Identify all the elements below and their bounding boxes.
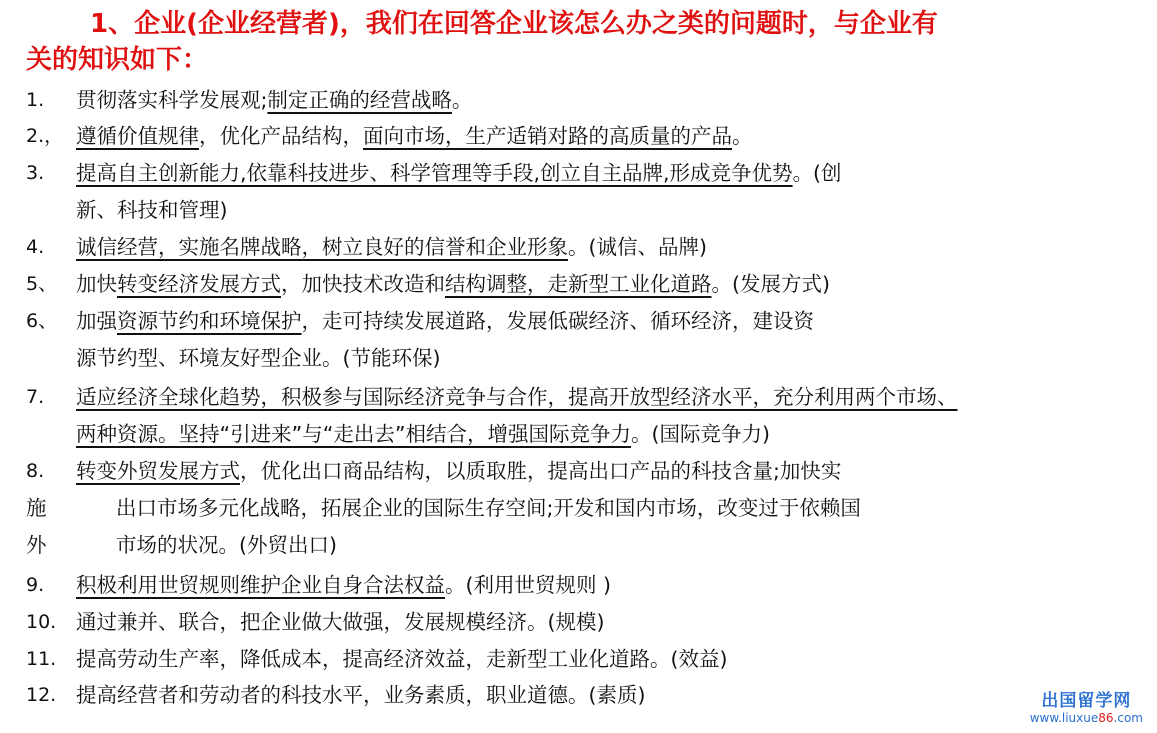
item-line-1 bbox=[76, 453, 841, 490]
item-line-3: 市场的状况。(外贸出口) bbox=[116, 533, 337, 557]
item-number: 7. bbox=[26, 386, 45, 408]
item-line-1 bbox=[76, 604, 605, 641]
item-number: 5、 bbox=[26, 273, 58, 295]
item-number: 2.， bbox=[26, 125, 64, 147]
item-line-2: 新、科技和管理) bbox=[76, 198, 228, 222]
underlined-text: 提高自主创新能力,依靠科技进步、科学管理等手段,创立自主品牌,形成竞争优势 bbox=[76, 161, 793, 185]
item-line-1 bbox=[76, 229, 707, 266]
item-number: 11. bbox=[26, 648, 57, 670]
item-number: 12. bbox=[26, 684, 57, 706]
item-text: 。 bbox=[732, 124, 753, 148]
item-text: 提高经营者和劳动者的科技水平，业务素质，职业道德。(素质) bbox=[76, 683, 646, 707]
underlined-text: 遵循价值规律 bbox=[76, 124, 199, 148]
site-watermark bbox=[1030, 691, 1143, 725]
item-line-1 bbox=[76, 677, 646, 714]
side-char: 施 bbox=[26, 496, 47, 520]
underlined-text: 面向市场，生产适销对路的高质量的产品 bbox=[363, 124, 732, 148]
item-text: 提高劳动生产率，降低成本，提高经济效益，走新型工业化道路。(效益) bbox=[76, 647, 728, 671]
item-line-1 bbox=[76, 379, 958, 416]
item-text: 。(国际竞争力) bbox=[630, 422, 770, 446]
item-line-1 bbox=[76, 567, 611, 604]
item-text: 。(诚信、品牌) bbox=[568, 235, 707, 259]
item-line-2 bbox=[76, 416, 770, 453]
underlined-text: 适应经济全球化趋势，积极参与国际经济竞争与合作，提高开放型经济水平，充分利用两个市场、 bbox=[76, 385, 958, 409]
underlined-text: 转变经济发展方式 bbox=[117, 272, 281, 296]
item-text: 。(利用世贸规则 ) bbox=[445, 573, 612, 597]
underlined-text: 积极利用世贸规则维护企业自身合法权益 bbox=[76, 573, 445, 597]
item-line-1 bbox=[76, 641, 728, 678]
underlined-text: 结构调整，走新型工业化道路 bbox=[445, 272, 712, 296]
underlined-text: 转变外贸发展方式 bbox=[76, 459, 240, 483]
item-text: ，优化产品结构， bbox=[199, 124, 363, 148]
item-number: 8. bbox=[26, 460, 45, 482]
watermark-name: 出国留学网 bbox=[1041, 691, 1132, 711]
underlined-text: 两种资源。坚持“引进来”与“走出去”相结合，增强国际竞争力 bbox=[76, 422, 631, 446]
item-number: 6、 bbox=[26, 310, 58, 332]
document-heading bbox=[26, 6, 1036, 78]
item-text: ，加快技术改造和 bbox=[281, 272, 445, 296]
underlined-text: 资源节约和环境保护 bbox=[117, 309, 302, 333]
item-number: 9. bbox=[26, 574, 45, 596]
item-line-2: 出口市场多元化战略，拓展企业的国际生存空间;开发和国内市场，改变过于依赖国 bbox=[116, 496, 861, 520]
underlined-text: 诚信经营，实施名牌战略，树立良好的信誉和企业形象 bbox=[76, 235, 568, 259]
side-char: 外 bbox=[26, 533, 47, 557]
underlined-text: 制定正确的经营战略 bbox=[267, 88, 452, 112]
item-number: 4. bbox=[26, 236, 45, 258]
item-number: 10. bbox=[26, 611, 57, 633]
item-text: 加快 bbox=[76, 272, 117, 296]
heading-line-1: 1、企业(企业经营者)，我们在回答企业该怎么办之类的问题时，与企业有 bbox=[90, 9, 938, 39]
item-text: ，走可持续发展道路，发展低碳经济、循环经济，建设资 bbox=[301, 309, 814, 333]
item-text: ，优化出口商品结构，以质取胜，提高出口产品的科技含量;加快实 bbox=[240, 459, 842, 483]
item-number: 3. bbox=[26, 162, 45, 184]
item-number: 1. bbox=[26, 89, 45, 111]
item-text: 通过兼并、联合，把企业做大做强，发展规模经济。(规模) bbox=[76, 610, 605, 634]
item-line-1 bbox=[76, 82, 472, 119]
item-line-2: 源节约型、环境友好型企业。(节能环保) bbox=[76, 346, 441, 370]
item-text: 。(创 bbox=[792, 161, 842, 185]
item-line-1 bbox=[76, 118, 753, 155]
item-line-1 bbox=[76, 155, 842, 192]
item-text: 加强 bbox=[76, 309, 117, 333]
watermark-url: www.liuxue86.com bbox=[1029, 711, 1143, 725]
heading-line-2: 关的知识如下： bbox=[26, 45, 209, 75]
item-text: 。 bbox=[451, 88, 473, 112]
item-line-1 bbox=[76, 266, 830, 303]
item-line-1 bbox=[76, 303, 814, 340]
item-text: 。(发展方式) bbox=[711, 272, 830, 296]
item-text: 贯彻落实科学发展观; bbox=[76, 88, 268, 112]
